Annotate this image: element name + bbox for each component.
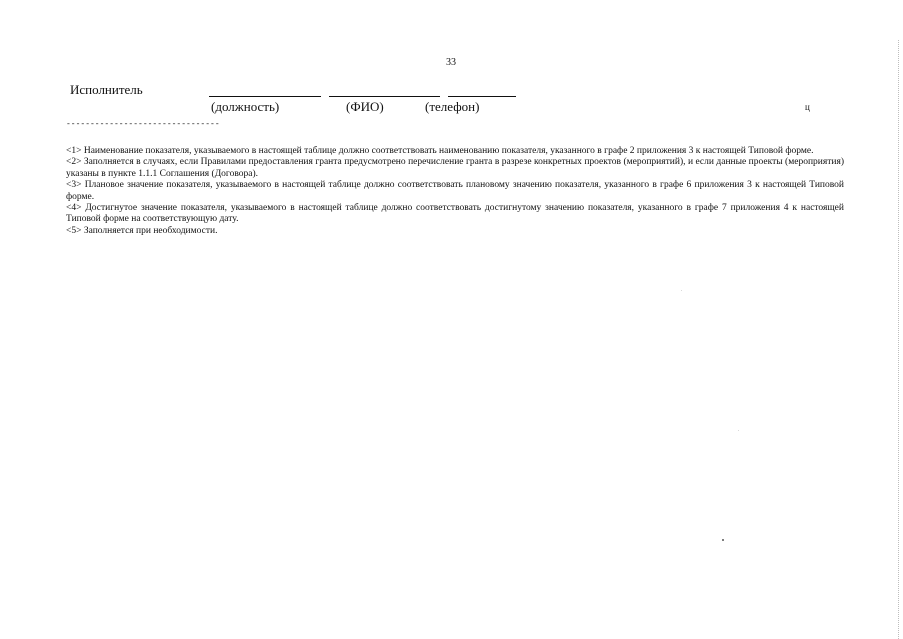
scan-speck: [738, 430, 739, 431]
executor-label: Исполнитель: [70, 82, 143, 97]
name-caption: (ФИО): [346, 99, 384, 114]
position-signature-line: [209, 96, 321, 97]
footnote-5: <5> Заполняется при необходимости.: [66, 225, 218, 236]
footnote-4: <4> Достигнутое значение показателя, указываемого в настоящей таблице должно соответствовать достигнутому значению показателя, указанного в графе 7 приложения 4 к настоящей Типовой форме на соответствующую дату.: [66, 203, 844, 225]
name-signature-line: [329, 96, 440, 97]
position-caption: (должность): [211, 99, 280, 114]
footnote-separator: --------------------------------: [66, 120, 220, 129]
page-number: 33: [446, 57, 456, 68]
stray-mark: ц: [805, 102, 810, 112]
footnote-3: <3> Плановое значение показателя, указываемого в настоящей таблице должно соответствовать плановому значению показателя, указанного в графе 6 приложения 3 к настоящей Типовой форме.: [66, 180, 844, 202]
footnotes-list: [66, 146, 844, 237]
footnote-2: <2> Заполняется в случаях, если Правилами предоставления гранта предусмотрено перечисление гранта в разрезе конкретных проектов (мероприятий), и если данные проекты (мероприятия) указаны в пункте 1.1.1 Соглашения (Договора).: [66, 157, 844, 179]
scan-speck: [681, 290, 682, 291]
phone-signature-line: [448, 96, 516, 97]
scan-speck: [722, 539, 724, 541]
scan-edge-line: [898, 40, 899, 639]
footnote-1: <1> Наименование показателя, указываемого в настоящей таблице должно соответствовать наименованию показателя, указанного в графе 2 приложения 3 к настоящей Типовой форме.: [66, 146, 814, 156]
phone-caption: (телефон): [425, 99, 480, 114]
